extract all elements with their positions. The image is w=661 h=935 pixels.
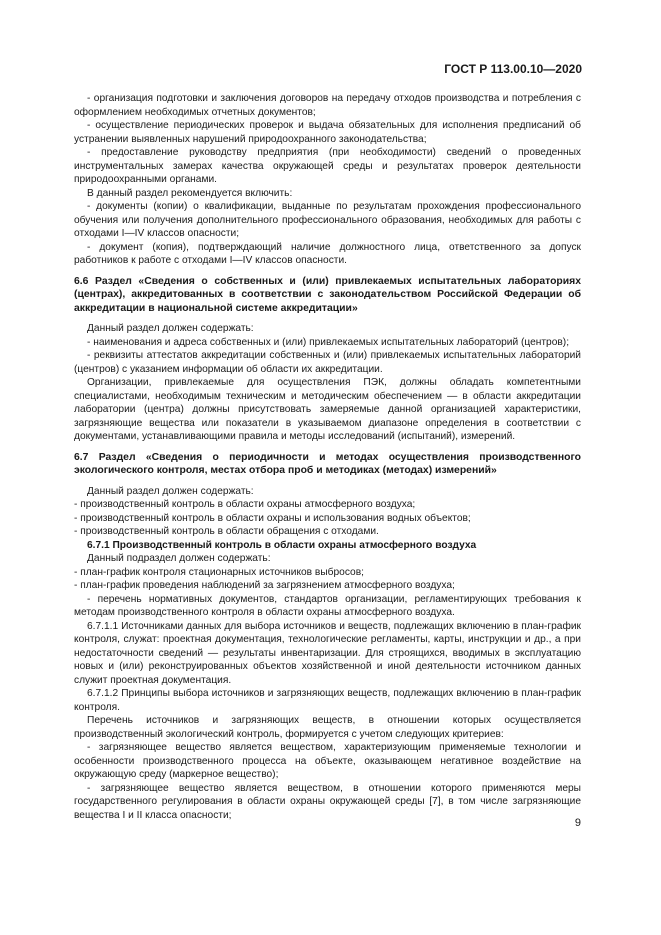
- paragraph: Организации, привлекаемые для осуществления ПЭК, должны обладать компетентными специалистами, необходимым техническим и методическим обеспечением — в области аккредитации лаборатории (центра) должны присутствовать замеряемые данной организацией характеристики, загрязняющие вещества или показатели в указываемом диапазоне определения в соответствии с документами, устанавливающими правила и методы исследований (испытаний), измерений.: [74, 377, 581, 443]
- subsection-heading-6-7-1: 6.7.1 Производственный контроль в области охраны атмосферного воздуха: [87, 539, 477, 551]
- page-number: 9: [574, 817, 581, 829]
- paragraph: В данный раздел рекомендуется включить:: [87, 187, 293, 199]
- document-body: [74, 92, 581, 822]
- paragraph: Данный раздел должен содержать:: [87, 485, 254, 497]
- paragraph: - перечень нормативных документов, стандартов организации, регламентирующих требования к методам производственного контроля в области охраны атмосферного воздуха.: [74, 593, 581, 619]
- section-heading-6-7: 6.7 Раздел «Сведения о периодичности и методах осуществления производственного экологического контроля, местах отбора проб и методиках (методах) измерений»: [74, 451, 581, 477]
- paragraph: - загрязняющее вещество является веществом, в отношении которого применяются меры государственного регулирования в области охраны окружающей среды [7], в том числе загрязняющие вещества I и II класса опасности;: [74, 782, 581, 821]
- paragraph: - предоставление руководству предприятия (при необходимости) сведений о проведенных инструментальных замерах качества окружающей среды и результатах проверок деятельности природоохранными органами.: [74, 147, 581, 185]
- paragraph: 6.7.1.2 Принципы выбора источников и загрязняющих веществ, подлежащих включению в план-график контроля.: [74, 688, 581, 713]
- paragraph: - осуществление периодических проверок и выдача обязательных для исполнения предписаний об устранении выявленных нарушений природоохранного законодательства;: [74, 120, 581, 145]
- paragraph: Данный раздел должен содержать:: [87, 323, 254, 335]
- paragraph: - план-график проведения наблюдений за загрязнением атмосферного воздуха;: [74, 580, 455, 592]
- paragraph: - наименования и адреса собственных и (или) привлекаемых испытательных лабораторий (центров);: [87, 336, 570, 348]
- paragraph: 6.7.1.1 Источниками данных для выбора источников и веществ, подлежащих включению в план-график контроля, служат: проектная документация, технологические регламенты, карты, инструкции и др., а при недостаточности сведений — результаты инвентаризации. Для строящихся, вводимых в эксплуатацию новых и (или) реконструированных объектов хозяйственной и иной деятельности источником данных служит проектная документация.: [74, 620, 581, 686]
- document-header: ГОСТ Р 113.00.10—2020: [444, 62, 582, 76]
- paragraph: - реквизиты аттестатов аккредитации собственных и (или) привлекаемых испытательных лабораторий (центров) с указанием информации об области их аккредитации.: [74, 350, 581, 375]
- paragraph: - документ (копия), подтверждающий наличие должностного лица, ответственного за допуск работников к работе с отходами I—IV классов опасности.: [74, 241, 581, 266]
- paragraph: - производственный контроль в области обращения с отходами.: [74, 526, 379, 538]
- paragraph: Перечень источников и загрязняющих веществ, в отношении которых осуществляется производственный экологический контроль, формируется с учетом следующих критериев:: [74, 715, 581, 740]
- paragraph: - производственный контроль в области охраны и использования водных объектов;: [74, 512, 471, 524]
- paragraph: Данный подраздел должен содержать:: [87, 553, 271, 565]
- paragraph: - организация подготовки и заключения договоров на передачу отходов производства и потребления с оформлением необходимых отчетных документов;: [74, 93, 581, 118]
- section-heading-6-6: 6.6 Раздел «Сведения о собственных и (или) привлекаемых испытательных лабораториях (центрах), аккредитованных в соответствии с законодательством Российской Федерации об аккредитации в национальной системе аккредитации»: [74, 275, 581, 314]
- paragraph: - план-график контроля стационарных источников выбросов;: [74, 566, 364, 578]
- paragraph: - производственный контроль в области охраны атмосферного воздуха;: [74, 499, 416, 511]
- paragraph: - загрязняющее вещество является веществом, характеризующим применяемые технологии и особенности производственного процесса на объекте, оказывающем негативное воздействие на окружающую среду (маркерное вещество);: [74, 742, 581, 781]
- paragraph: - документы (копии) о квалификации, выданные по результатам прохождения профессионального обучения или получения дополнительного профессионального образования, необходимых для работы с отходами I—IV классов опасности;: [74, 201, 581, 239]
